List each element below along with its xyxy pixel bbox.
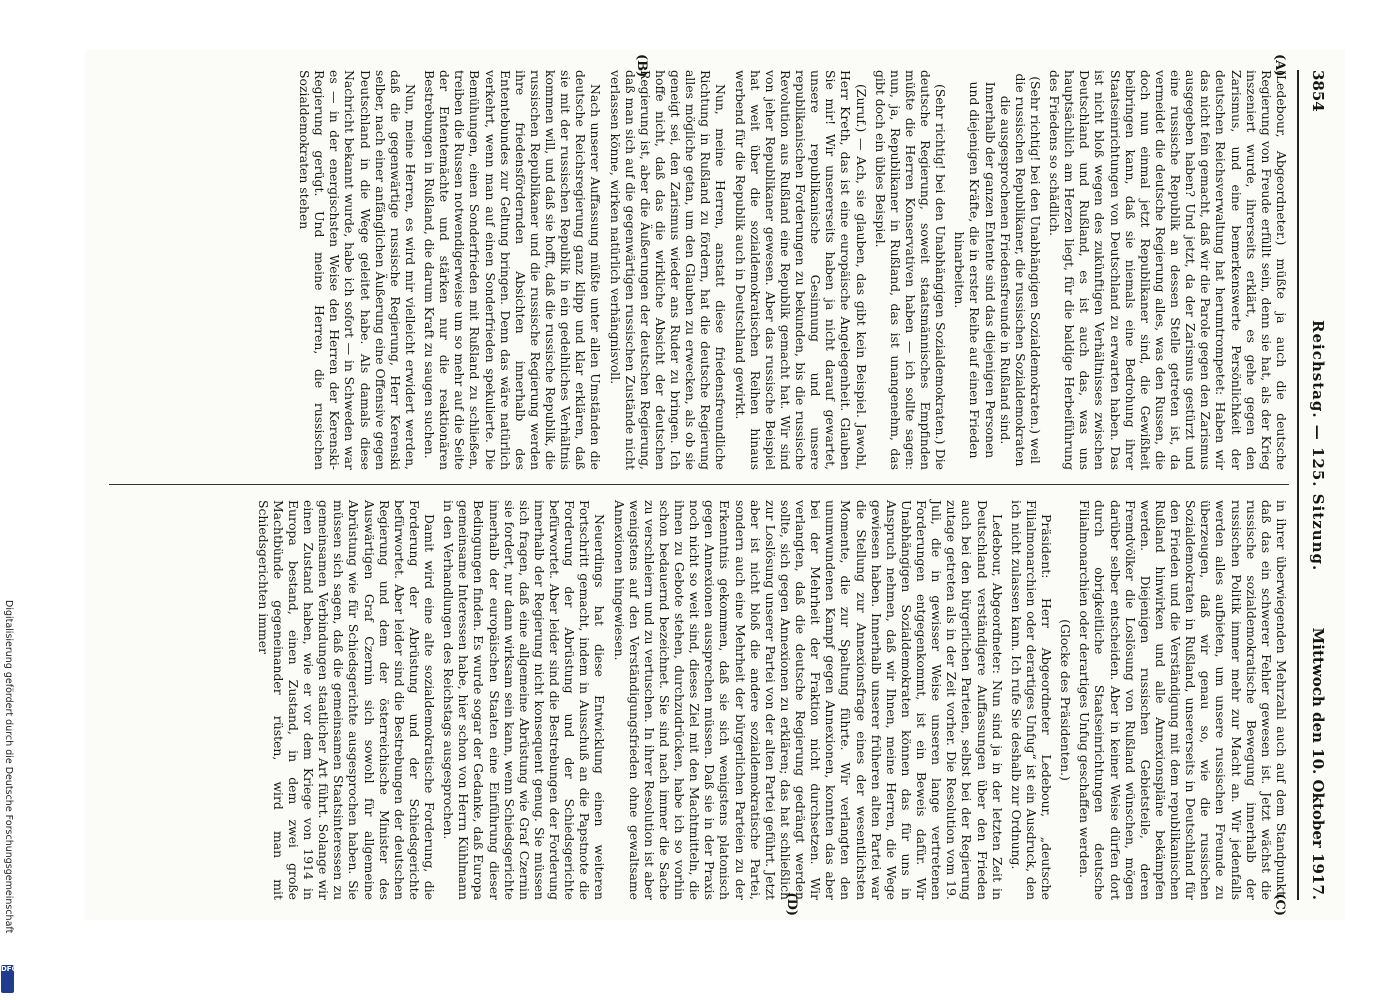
header-rule <box>1297 70 1299 900</box>
logo-text: DFG <box>1 965 18 973</box>
document-page <box>85 50 1345 920</box>
margin-marker-c: (C) <box>1272 893 1287 916</box>
margin-marker-d: (D) <box>784 892 799 916</box>
paragraph: (Ledebour, Abgeordneter.) müßte ja auch die deutsche Regierung von Freude erfüllt sein, denn sie hat, als der Krieg inszeniert wurde, ihrerseits erklärt, es gehe gegen den Zarismus, und eine bemerkenswerte Persönlichkeit der deutschen Reichsverwaltung hat herumtrompetet: Haben wir das nicht fein gemacht, daß wir die Parole gegen den Zarismus ausgegeben haben? Und jetzt, da der Zarismus gestürzt und eine russische Republik an dessen Stelle getreten ist, da vermeidet die deutsche Regierung alles, was den Russen, die doch nun einmal jetzt Republikaner sind, die Gewißheit beibringen kann, daß sie niemals eine Bedrohung ihrer Staatseinrichtungen von Deutschland zu erwarten haben. Das ist nicht bloß wegen des zukünftigen Verhältnisses zwischen Deutschland und Rußland, es ist auch das, was uns hauptsächlich am Herzen liegt, für die baldige Herbeiführung des Friedens so schädlich. <box>1047 70 1289 470</box>
column-divider <box>109 484 1289 485</box>
paragraph: Neuerdings hat diese Entwicklung einen weiteren Fortschritt gemacht, indem in Ausschuß an die Papstnote die Forderung der Abrüstung und der Schiedsgerichte befürwortet. Aber leider sind die Bestrebungen der Forderung innerhalb der Regierung nicht konsequent genug. Sie müssen sich fragen, daß eine allgemeine Abrüstung wie Graf Czernin sie fordert, nur dann wirksam sein kann, wenn Schiedsgerichte innerhalb der europäischen Staaten eine Einführung dieser Bedingungen finden. Es wurde sogar der Gedanke, daß Europa gemeinsame Interessen habe, hier schon von Herrn Kühlmann in den Verhandlungen des Reichstags ausgesprochen. <box>441 500 608 900</box>
credit-text: Digitalisierung gefördert durch die Deutsche Forschungsgemeinschaft <box>3 600 14 934</box>
running-head: Reichstag. — 125. Sitzung. <box>1309 320 1327 572</box>
page-number: 3854 <box>1309 70 1327 112</box>
margin-marker-b: (B) <box>634 54 649 78</box>
dfg-logo-icon <box>1 965 18 993</box>
paragraph: (Sehr richtig! bei den Unabhängigen Sozialdemokraten.) Die deutsche Regierung, soweit staatsmännisches Empfinden müßte die Herren Konservativen haben — ich sollte sagen: nun, ja, Republikaner in Rußland, das ist unangenehm, das gibt doch ein übles Beispiel. <box>872 70 949 470</box>
interjection: (Glocke des Präsidenten.) <box>1058 619 1074 781</box>
session-date: Mittwoch den 10. Oktober 1917. <box>1309 627 1327 900</box>
paragraph: Ledebour, Abgeordneter: Nun sind ja in der letzten Zeit in Deutschland verständigere Auffassungen über den Frieden auch bei den bürgerlichen Parteien, selbst bei der Regierung zutage getreten als in der Zeit vorher. Die Resolution vom 19. Juli, die in gewisser Weise unseren lange vertretenen Forderungen entgegenkommt, ist ein Beweis dafür. Wir Unabhängigen Sozialdemokraten können das für uns in Anspruch nehmen, daß wir Ihnen, meine Herren, die Wege gewiesen haben. Innerhalb unserer früheren alten Partei war die Stellung zur Annexionsfrage eines der wesentlichsten Momente, die zur Spaltung führte. Wir verlangten den unumwundenen Kampf gegen Annexionen, konnten das aber bei der Mehrheit der Fraktion nicht durchsetzen. Wir verlangten, daß die deutsche Regierung gedrängt werden sollte, sich gegen Annexionen zu erklären; das hat schließlich zur Loslösung unserer Partei von der alten Partei geführt. Jetzt aber ist nicht bloß die andere sozialdemokratische Partei, sondern auch eine Mehrheit der bürgerlichen Parteien zu der Erkenntnis gekommen, daß sie sich wenigstens platonisch gegen Annexionen aussprechen müssen. Daß sie in der Praxis noch nicht so weit sind, dieses Ziel mit den Machtmitteln, die ihnen zu Gebote stehen, durchzudrücken, habe ich so vorhin schon bedauernd bezeichnet. Sie sind nach immer die Sache zu verschleiern und zu vertuschen. In ihrer Resolution ist aber wenigstens auf den Verständigungsfrieden ohne gewaltsame Annexionen hingewiesen. <box>611 500 1005 900</box>
paragraph: Nun, meine Herren, anstatt diese friedensfreundliche Richtung in Rußland zu fördern, hat die deutsche Regierung alles mögliche getan, um den Glauben zu erwecken, als ob sie geneigt sei, den Zarismus wieder ans Ruder zu bringen. Ich hoffe nicht, daß das die wirkliche Absicht der deutschen Regierung ist, aber die Äußerungen der deutschen Regierung, daß man sich auf die gegenwärtigen russischen Zustände nicht verlassen könne, wirken natürlich verhängnisvoll. <box>607 70 729 470</box>
rotated-page-content <box>85 50 1345 920</box>
paragraph: (Zuruf.) — Ach, sie glauben, das gibt kein Beispiel. Jawohl, Herr Kreth, das ist eine europäische Angelegenheit. Glauben Sie mir! Wir unsererseits haben ja nicht darauf gewartet, unsere republikanische Gesinnung und unsere republikanischen Forderungen zu bekunden, bis die russische Revolution aus Rußland eine Republik gemacht hat. Wir sind von jeher Republikaner gewesen. Aber das russische Beispiel hat weit über die sozialdemokratischen Reihen hinaus werbend für die Republik auch in Deutschland gewirkt. <box>732 70 869 470</box>
paragraph: Nun, meine Herren, es wird mir vielleicht erwidert werden, daß die gegenwärtige russische Regierung, Herr Kerenski selber, nach einer anfänglichen Äußerung eine Offensive gegen Deutschland in die Wege geleitet habe. Als damals diese Nachricht bekannt wurde, habe ich sofort — in Schweden war es — in der energischsten Weise den Herren der Kerenski-Regierung gerügt. Und meine Herren, die russischen Sozialdemokraten stehen <box>297 70 418 470</box>
paragraph: in ihrer überwiegenden Mehrzahl auch auf dem Standpunkt, daß das ein schwerer Fehler gewesen ist. Jetzt wächst die russische sozialdemokratische Bewegung innerhalb der russischen Politik immer mehr zur Macht an. Wir jedenfalls werden alles aufbieten, um unsere russischen Freunde zu überzeugen, daß wir genau so, wie die russischen Sozialdemokraten in Rußland, unsererseits in Deutschland für den Frieden und die Verständigung mit dem republikanischen Rußland hinwirken und alle Annexionspläne bekämpfen werden. Diejenigen russischen Gebietsteile, deren Fremdvölker die Loslösung von Rußland wünschen, mögen darüber selber entscheiden. Aber in keiner Weise dürfen dort durch obrigkeitliche Staatseinrichtungen deutsche Filialmonarchien oder derartiges Unfug geschaffen werden. <box>1077 500 1289 900</box>
left-column <box>109 54 1289 470</box>
page-header <box>1301 70 1327 900</box>
interjection: (Sehr richtig! bei den Unabhängigen Sozialdemokraten.) weil die russischen Republikaner, die russischen Sozialdemokraten die ausgesprochenen Friedensfreunde in Rußland sind. Innerhalb der ganzen Entente sind das diejenigen Personen und diejenigen Kräfte, die in erster Reihe auf einen Frieden hinarbeiten. <box>952 73 1043 467</box>
right-column <box>109 500 1289 916</box>
paragraph: Damit wird eine alte sozialdemokratische Forderung, die Forderung der Abrüstung und der Schiedsgerichte befürwortet. Aber leider sind die Bestrebungen der deutschen Regierung und dem der österreichische Minister des Auswärtigen Graf Czernin sich sowohl für allgemeine Abrüstung wie für Schiedsgerichte ausgesprochen haben. Sie müssen sich sagen, daß die gemeinsamen Staatsinteressen zu gemeinsamen Verbindungen staatlicher Art führt. Solange wir einen Zustand haben, wie er vor dem Kriege von 1914 in Europa bestand, einen Zustand, in dem zwei große Machtbünde gegeneinander rüsten, wird man mit Schiedsgerichten immer <box>255 500 438 900</box>
paragraph: Präsident: Herr Abgeordneter Ledebour, „deutsche Filialmonarchien oder derartiges Unfug“ ist ein Ausdruck, den ich nicht zulassen kann. Ich rufe Sie deshalb zur Ordnung. <box>1008 500 1055 900</box>
digitization-credit <box>2 600 16 995</box>
paragraph: Nach unserer Auffassung müßte unter allen Umständen die deutsche Reichsregierung ganz klipp und klar erklären, daß sie mit der russischen Republik in ein gedeihliches Verhältnis kommen will, und daß sie hofft, daß die russische Republik, die russischen Republikaner und die russische Regierung werden ihre friedensfördernden Absichten innerhalb des Ententebundes zur Geltung bringen. Denn das wäre natürlich verkehrt, wenn man auf einen Sonderfrieden spekulierte. Die Bemühungen, einen Sonderfrieden mit Rußland zu schließen, treiben die Russen notwendigerweise um so mehr auf die Seite der Ententemächte und stärken nur die reaktionären Bestrebungen in Rußland, die darum Kraft zu saugen suchen. <box>422 70 604 470</box>
margin-marker-a: (A) <box>1272 54 1287 77</box>
